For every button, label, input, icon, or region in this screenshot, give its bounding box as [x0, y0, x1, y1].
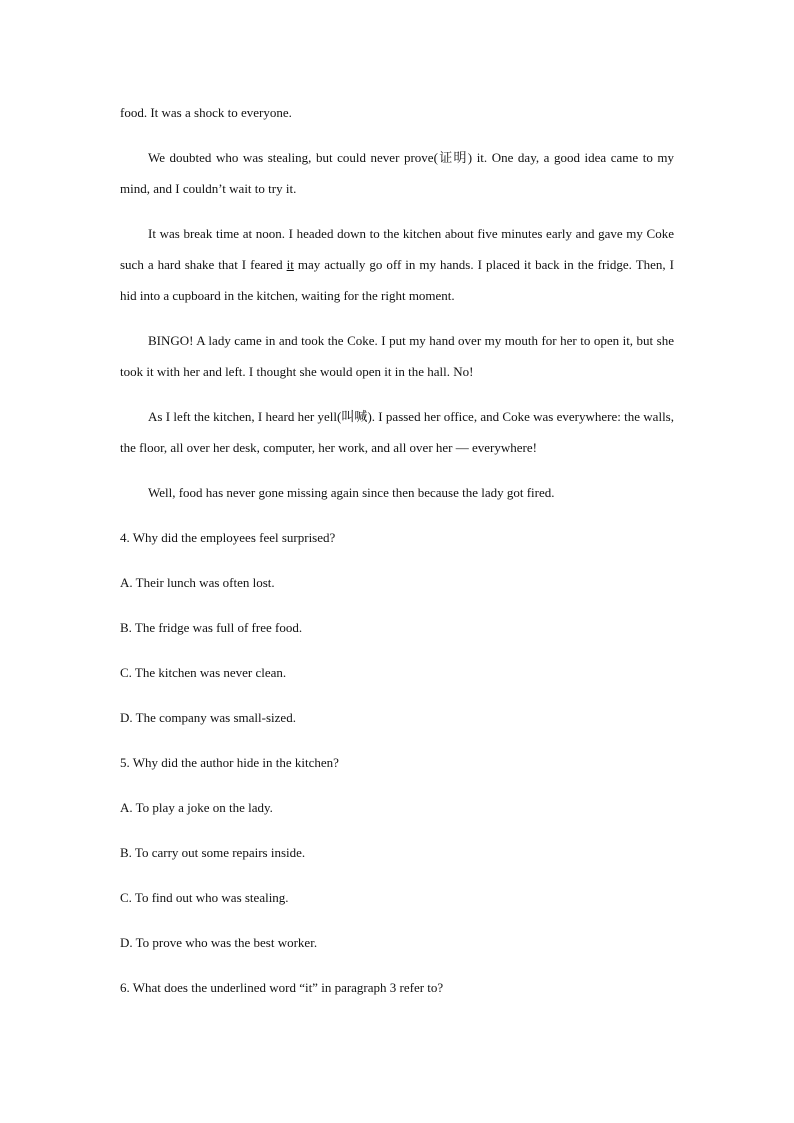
- answer-option: D. The company was small-sized.: [120, 710, 296, 725]
- question-stem: 5. Why did the author hide in the kitchen?: [120, 755, 339, 770]
- answer-option: B. The fridge was full of free food.: [120, 620, 303, 635]
- answer-option: C. The kitchen was never clean.: [120, 665, 287, 680]
- answer-option: A. To play a joke on the lady.: [120, 800, 273, 815]
- document-body: [120, 97, 674, 1017]
- passage-paragraph: We doubted who was stealing, but could never prove(证明) it. One day, a good idea came to my mind, and I couldn’t wait to try it.: [120, 150, 674, 196]
- passage-paragraph: food. It was a shock to everyone.: [120, 105, 292, 120]
- question-stem: 4. Why did the employees feel surprised?: [120, 530, 336, 545]
- answer-option: A. Their lunch was often lost.: [120, 575, 275, 590]
- underlined-word: it: [286, 257, 294, 272]
- passage-paragraph: BINGO! A lady came in and took the Coke. I put my hand over my mouth for her to open it, but she took it with her and left. I thought she would open it in the hall. No!: [120, 333, 674, 379]
- answer-option: C. To find out who was stealing.: [120, 890, 289, 905]
- passage-paragraph: Well, food has never gone missing again since then because the lady got fired.: [148, 485, 555, 500]
- passage-paragraph: [120, 218, 674, 311]
- question-stem: 6. What does the underlined word “it” in paragraph 3 refer to?: [120, 980, 444, 995]
- answer-option: B. To carry out some repairs inside.: [120, 845, 306, 860]
- answer-option: D. To prove who was the best worker.: [120, 935, 318, 950]
- passage-paragraph: As I left the kitchen, I heard her yell(叫喊). I passed her office, and Coke was everywhere: the walls, the floor, all over her desk, computer, her work, and all over her — everywhere!: [120, 409, 674, 455]
- paragraph-text: may actually go off in my hands. I placed it back in the fridge. Then, I hid into a cupboard in the kitchen, waiting for the right moment.: [120, 257, 674, 303]
- paragraph-text: It was break time at noon. I headed down to the kitchen about five minutes early and gave my Coke such a hard shake that I feared: [120, 226, 674, 272]
